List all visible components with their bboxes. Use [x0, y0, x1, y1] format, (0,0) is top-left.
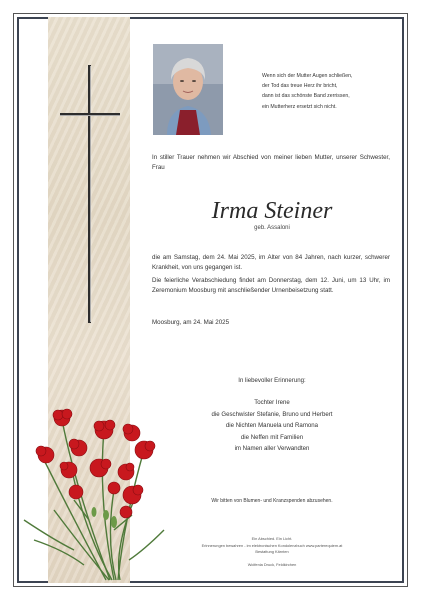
poem-line: der Tod das treue Herz ihr bricht,	[262, 83, 338, 90]
portrait-photo	[153, 44, 223, 135]
ceremony-text: Die feierliche Verabschiedung findet am Donnerstag, dem 12. Juni, um 13 Uhr, im Zeremonium Moosburg mit anschließender Urnenbeisetzung statt.	[152, 277, 390, 294]
mourner-line: die Geschwister Stefanie, Bruno und Herbert	[211, 410, 333, 418]
footer-line: Wolfenia Druck, Feldkirchen	[247, 561, 297, 567]
deceased-name: Irma Steiner	[211, 198, 333, 224]
cross-icon	[58, 65, 122, 325]
mourner-line: die Nichten Manuela und Ramona	[225, 422, 319, 430]
mourner-line: die Neffen mit Familien	[240, 433, 304, 441]
flower-request: Wir bitten von Blumen- und Kranzspenden abzusehen.	[211, 498, 333, 504]
mourner-line: im Namen aller Verwandten	[234, 445, 310, 453]
memory-heading: In liebevoller Erinnerung:	[238, 377, 306, 384]
carnation-bouquet	[14, 400, 174, 582]
death-text: die am Samstag, dem 24. Mai 2025, im Alter von 84 Jahren, nach kurzer, schwerer Krankheit, von uns gegangen ist.	[152, 254, 390, 271]
place-date: Moosburg, am 24. Mai 2025	[152, 319, 230, 326]
mourners-list	[152, 397, 392, 455]
poem-line: Wenn sich der Mutter Augen schließen,	[262, 73, 353, 79]
mourner-line: Tochter Irene	[254, 399, 290, 406]
intro-text: In stiller Trauer nehmen wir Abschied von meiner lieben Mutter, unserer Schwester, Frau	[152, 154, 390, 171]
birth-name: geb. Assaloni	[254, 225, 290, 231]
poem-line: ein Mutterherz ersetzt sich nicht.	[262, 103, 337, 110]
footer	[152, 536, 392, 568]
footer-line: Ein Abschied. Ein Licht.	[251, 536, 293, 541]
footer-line: Erinnerungen bewahren - im elektronischen Kondolenzbuch www.parterequiem.at	[201, 542, 343, 548]
poem-line: dann ist das schönste Band zerrissen,	[262, 93, 350, 100]
footer-line: Bestattung Kärnten	[255, 549, 289, 554]
poem	[262, 71, 392, 112]
